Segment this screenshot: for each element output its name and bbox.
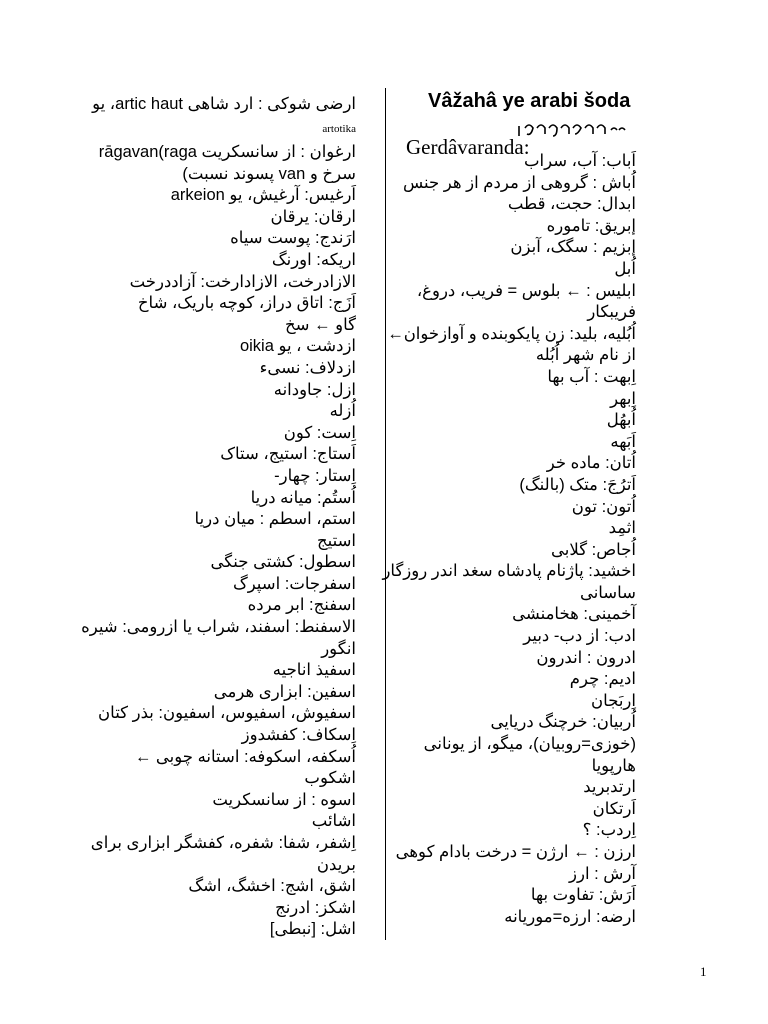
- glossary-line: ارتدبرید: [583, 778, 636, 797]
- glossary-line: اُبهُل: [606, 411, 636, 430]
- subtitle: Gerdâvaranda:: [406, 135, 530, 159]
- glossary-line: اُربیان: خرچنگ دریایی: [490, 713, 636, 732]
- page-title: Vâžahâ ye arabi šoda: [428, 90, 631, 112]
- glossary-line: اِسکاف: کفشدوز: [241, 726, 356, 745]
- glossary-line: ابلیس : ← بلوس = فریب، دروغ،: [416, 281, 636, 300]
- glossary-line: اَستاج: استیج، ستاک: [220, 445, 356, 464]
- glossary-line: اَباب: آب، سراب: [524, 152, 636, 170]
- glossary-line: ارَندج: پوست سیاه: [230, 229, 356, 248]
- glossary-line: اُزله: [329, 402, 356, 421]
- glossary-line: ارضه: ارزه=موریانه: [504, 907, 636, 926]
- glossary-line: ازدشت ، یو oikia: [239, 337, 356, 356]
- glossary-line: اُباش : گروهی از مردم از هر جنس: [402, 173, 636, 192]
- glossary-line: ارغوان : از سانسکریت rāgavan(raga: [98, 143, 356, 161]
- glossary-line: (خوزی=روبیان)، میگو، از یونانی: [423, 735, 636, 754]
- glossary-line: اَرتکان: [592, 799, 636, 818]
- glossary-line: إبریق: تاموره: [546, 216, 636, 235]
- glossary-line: اِردب: ؟: [582, 821, 636, 840]
- glossary-line: ارزن : ← ارژن = درخت بادام کوهی: [395, 843, 636, 861]
- glossary-line: ازدلاف: نسیء: [259, 358, 356, 377]
- glossary-line: بریدن: [316, 855, 356, 874]
- glossary-line: ازل: جاودانه: [273, 380, 356, 399]
- glossary-line: اشکوب: [304, 769, 356, 788]
- glossary-line: اثمِد: [608, 519, 636, 538]
- glossary-line: اسفنج: ابر مرده: [247, 596, 356, 615]
- glossary-line: اِستار: چهار-: [274, 466, 356, 485]
- glossary-line: اُبل: [614, 259, 636, 278]
- glossary-line: اِست: کون: [283, 423, 356, 442]
- glossary-line: ادیم: چرم: [569, 670, 636, 689]
- glossary-line: artotika: [322, 123, 356, 135]
- glossary-line: اشکز: ادرنج: [275, 898, 356, 917]
- glossary-line: ارقان: یرقان: [270, 207, 356, 226]
- glossary-line: اسطول: کشتی جنگی: [210, 553, 356, 572]
- glossary-line: اشل: [نبطی]: [269, 920, 356, 939]
- glossary-line: اُجاص: گلابی: [551, 540, 636, 559]
- glossary-line: اِربَجان: [591, 691, 636, 710]
- left-column: [81, 92, 356, 941]
- glossary-line: اُستُم: میانه دریا: [250, 488, 356, 507]
- glossary-line: اَترُجَ: متک (بالنگ): [519, 475, 636, 494]
- glossary-line: اُسکفه، اسکوفه: استانه چوبی ←: [134, 747, 356, 766]
- glossary-line: آرش : ارز: [569, 864, 636, 883]
- glossary-line: اِبهر: [610, 389, 636, 408]
- avestan-script-glyphs: [515, 118, 635, 148]
- glossary-line: اشق، اشج: اخشگ، اشگ: [188, 877, 356, 896]
- glossary-line: هارپویا: [591, 756, 636, 775]
- glossary-line: آخمینی: هخامنشی: [512, 605, 636, 624]
- glossary-line: اریکه: اورنگ: [271, 250, 356, 269]
- right-column: [376, 151, 636, 928]
- glossary-line: اسفرجات: اسپرگ: [232, 574, 356, 593]
- glossary-line: انگور: [321, 639, 356, 658]
- glossary-line: اِبهت : آب بها: [547, 367, 636, 386]
- glossary-line: اُتون: تون: [571, 497, 636, 516]
- glossary-line: الاسفنط: اسفند، شراب یا ازرومی: شیره: [81, 618, 356, 637]
- glossary-line: اشائب: [311, 812, 356, 831]
- glossary-line: گاو ← سخ: [285, 315, 356, 334]
- glossary-line: استم، اسطم : میان دریا: [194, 510, 356, 529]
- glossary-line: فریبکار: [587, 303, 636, 322]
- glossary-line: سرخ و van پسوند نسبت): [182, 164, 356, 183]
- glossary-line: اَرَش: تفاوت بها: [530, 886, 636, 905]
- glossary-line: الازادرخت، الازادارخت: آزاددرخت: [129, 272, 356, 291]
- glossary-line: از نام شهر اُبُله: [535, 346, 636, 365]
- glossary-line: اَبَهه: [610, 432, 636, 451]
- glossary-line: اسفیذ اناجیه: [272, 661, 356, 680]
- glossary-line: اسفیوش، اسفیوس، اسفیون: بذر کتان: [98, 704, 356, 723]
- glossary-line: ابدال: حجت، قطب: [507, 195, 636, 214]
- glossary-line: ادرون : اندرون: [536, 648, 636, 667]
- page-number: 1: [700, 964, 707, 979]
- glossary-line: إبزیم : سگک، آبزن: [510, 238, 636, 257]
- glossary-line: اِشفر، شفا: شفره، کفشگر ابزاری برای: [90, 834, 356, 852]
- glossary-line: اُتان: ماده خر: [546, 454, 636, 473]
- glossary-line: ادب: از دب- دبیر: [523, 627, 636, 646]
- glossary-line: اُبُلیه، بلید: زن پایکوبنده و آوازخوان←: [387, 324, 636, 343]
- glossary-line: اخشید: پاژنام پادشاه سغد اندر روزگار: [382, 562, 636, 581]
- glossary-line: اَرغیس: آرغیش، یو arkeion: [170, 186, 356, 205]
- glossary-line: ارضی شوکی : ارد شاهی artic haut، یو: [92, 95, 356, 113]
- glossary-line: ساسانی: [579, 583, 636, 602]
- glossary-line: اَزَج: اتاق دراز، کوچه باریک، شاخ: [137, 294, 356, 313]
- glossary-line: اسوه : از سانسکریت: [212, 790, 356, 809]
- glossary-line: استیج: [316, 531, 356, 550]
- glossary-line: اسفین: ابزاری هرمی: [213, 682, 356, 701]
